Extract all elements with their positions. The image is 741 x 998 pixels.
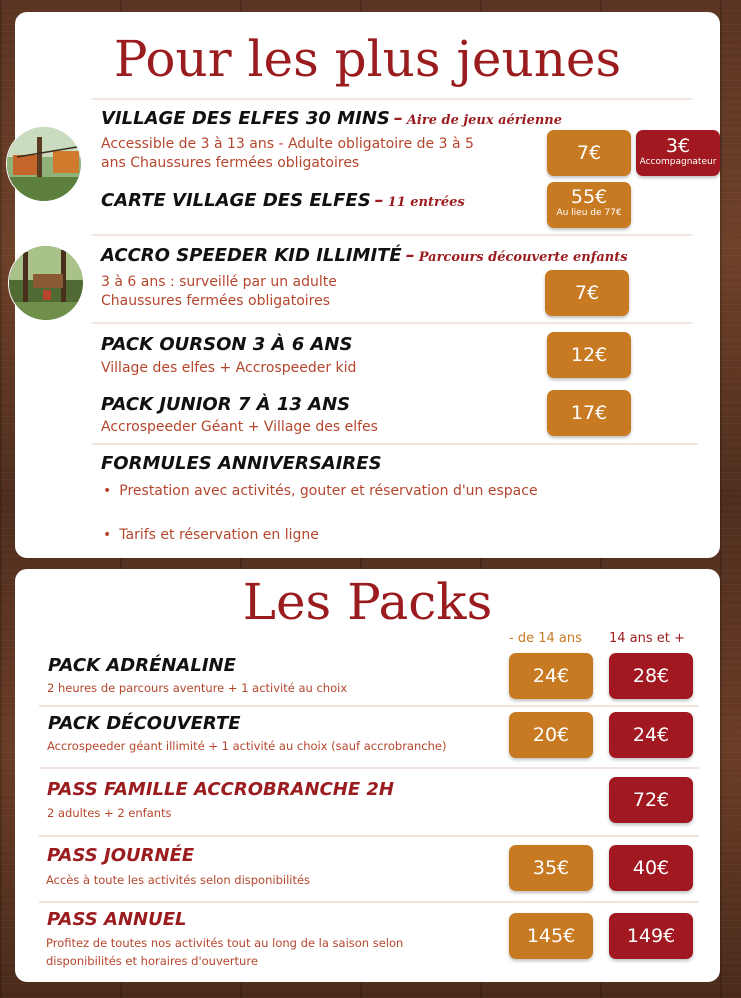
pack-desc-decouverte: Accrospeeder géant illimité + 1 activité au choix (sauf accrobranche) bbox=[47, 739, 447, 753]
item-desc-pack-ourson: Village des elfes + Accrospeeder kid bbox=[101, 360, 357, 376]
packs-section-title: Les Packs bbox=[242, 573, 493, 631]
pack-name-pass-journee: PASS JOURNÉE bbox=[47, 845, 195, 866]
item-name-carte-village: CARTE VILLAGE DES ELFES – 11 entrées bbox=[101, 190, 465, 211]
tree-adventure-photo bbox=[6, 126, 82, 202]
birthday-bullet: • Tarifs et réservation en ligne bbox=[103, 527, 319, 543]
price-accompagnateur: 3€ Accompagnateur bbox=[636, 130, 720, 176]
pack-desc-pass-famille: 2 adultes + 2 enfants bbox=[47, 806, 172, 820]
divider bbox=[92, 98, 692, 100]
price-pass-journee-over-14: 40€ bbox=[609, 845, 693, 891]
price-adrenaline-under-14: 24€ bbox=[509, 653, 593, 699]
price-adrenaline-over-14: 28€ bbox=[609, 653, 693, 699]
price-decouverte-under-14: 20€ bbox=[509, 712, 593, 758]
column-header-under-14: - de 14 ans bbox=[509, 631, 582, 646]
pack-desc-adrenaline: 2 heures de parcours aventure + 1 activité au choix bbox=[47, 681, 348, 695]
item-name-accro-speeder-kid: ACCRO SPEEDER KID ILLIMITÉ – Parcours découverte enfants bbox=[101, 245, 628, 266]
item-desc-accro-speeder-kid: 3 à 6 ans : surveillé par un adulte Chaussures fermées obligatoires bbox=[101, 274, 337, 309]
price-pass-annuel-under-14: 145€ bbox=[509, 913, 593, 959]
pack-name-pass-annuel: PASS ANNUEL bbox=[47, 909, 187, 930]
price-carte-village: 55€ Au lieu de 77€ bbox=[547, 182, 631, 228]
column-header-over-14: 14 ans et + bbox=[609, 631, 685, 646]
price-pack-junior: 17€ bbox=[547, 390, 631, 436]
divider bbox=[39, 767, 699, 769]
price-accro-speeder-kid: 7€ bbox=[545, 270, 629, 316]
divider bbox=[92, 234, 692, 236]
pack-desc-pass-annuel: Profitez de toutes nos activités tout au long de la saison selon disponibilités et horaires d'ouverture bbox=[46, 936, 404, 968]
divider bbox=[92, 443, 698, 445]
divider bbox=[39, 835, 699, 837]
young-section-title: Pour les plus jeunes bbox=[113, 30, 622, 88]
item-name-village-elfes: VILLAGE DES ELFES 30 MINS – Aire de jeux aérienne bbox=[101, 108, 563, 129]
price-village-elfes: 7€ bbox=[547, 130, 631, 176]
price-pass-annuel-over-14: 149€ bbox=[609, 913, 693, 959]
birthday-title: FORMULES ANNIVERSAIRES bbox=[101, 453, 382, 474]
pack-desc-pass-journee: Accès à toute les activités selon disponibilités bbox=[46, 873, 311, 887]
item-desc-pack-junior: Accrospeeder Géant + Village des elfes bbox=[101, 419, 378, 435]
packs-card bbox=[15, 569, 720, 982]
price-decouverte-over-14: 24€ bbox=[609, 712, 693, 758]
price-pack-ourson: 12€ bbox=[547, 332, 631, 378]
pack-name-adrenaline: PACK ADRÉNALINE bbox=[48, 655, 236, 676]
divider bbox=[39, 901, 699, 903]
item-name-pack-ourson: PACK OURSON 3 À 6 ANS bbox=[101, 334, 353, 355]
pack-name-pass-famille: PASS FAMILLE ACCROBRANCHE 2H bbox=[47, 779, 395, 800]
speeder-kid-photo bbox=[8, 245, 84, 321]
item-desc-village-elfes: Accessible de 3 à 13 ans - Adulte obligatoire de 3 à 5 ans Chaussures fermées obligatoires bbox=[101, 136, 474, 171]
divider bbox=[92, 322, 692, 324]
price-pass-journee-under-14: 35€ bbox=[509, 845, 593, 891]
item-name-pack-junior: PACK JUNIOR 7 À 13 ANS bbox=[101, 394, 351, 415]
birthday-bullet: • Prestation avec activités, gouter et réservation d'un espace bbox=[103, 483, 538, 499]
pack-name-decouverte: PACK DÉCOUVERTE bbox=[48, 713, 241, 734]
divider bbox=[39, 705, 699, 707]
young-visitors-card bbox=[15, 12, 720, 558]
price-pass-famille: 72€ bbox=[609, 777, 693, 823]
